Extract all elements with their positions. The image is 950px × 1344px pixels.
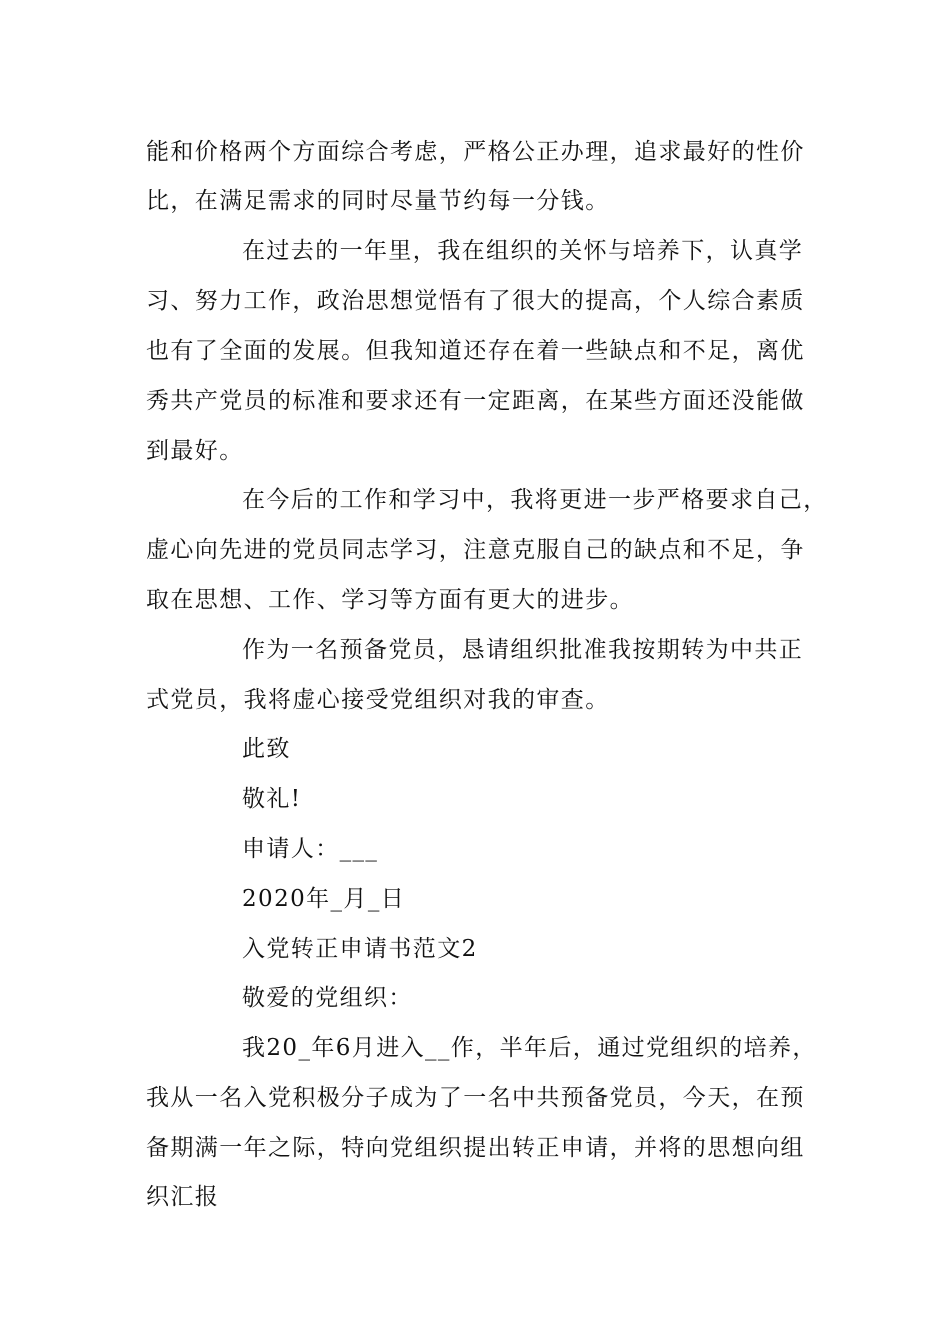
text-line: 也有了全面的发展。但我知道还存在着一些缺点和不足，离优 (146, 338, 805, 364)
text-line: 到最好。 (146, 438, 244, 464)
text-line: 取在思想、工作、学习等方面有更大的进步。 (146, 587, 634, 613)
text-line: 在过去的一年里，我在组织的关怀与培养下，认真学 (242, 238, 804, 264)
text-line: 能和价格两个方面综合考虑，严格公正办理，追求最好的性价 (146, 139, 805, 165)
text-line: 式党员，我将虚心接受党组织对我的审查。 (146, 687, 610, 713)
closing-ci-zhi: 此致 (242, 736, 291, 762)
date-line: 2020年_月_日 (242, 886, 406, 912)
text-line: 作为一名预备党员，恳请组织批准我按期转为中共正 (242, 637, 804, 663)
closing-jing-li: 敬礼! (242, 786, 302, 812)
text-line: 虚心向先进的党员同志学习，注意克服自己的缺点和不足，争 (146, 537, 805, 563)
text-line: 我从一名入党积极分子成为了一名中共预备党员，今天，在预 (146, 1085, 805, 1111)
applicant-line: 申请人：___ (242, 836, 379, 862)
text-line: 织汇报 (146, 1184, 220, 1210)
text-line: 比，在满足需求的同时尽量节约每一分钱。 (146, 188, 610, 214)
text-line: 习、努力工作，政治思想觉悟有了很大的提高，个人综合素质 (146, 288, 805, 314)
text-line: 在今后的工作和学习中，我将更进一步严格要求自己， (242, 487, 828, 513)
section-title: 入党转正申请书范文2 (242, 936, 478, 962)
text-line: 我20_年6月进入__作，半年后，通过党组织的培养， (242, 1035, 817, 1061)
text-line: 备期满一年之际，特向党组织提出转正申请，并将的思想向组 (146, 1135, 805, 1161)
text-line: 秀共产党员的标准和要求还有一定距离，在某些方面还没能做 (146, 388, 805, 414)
salutation: 敬爱的党组织： (242, 985, 413, 1011)
